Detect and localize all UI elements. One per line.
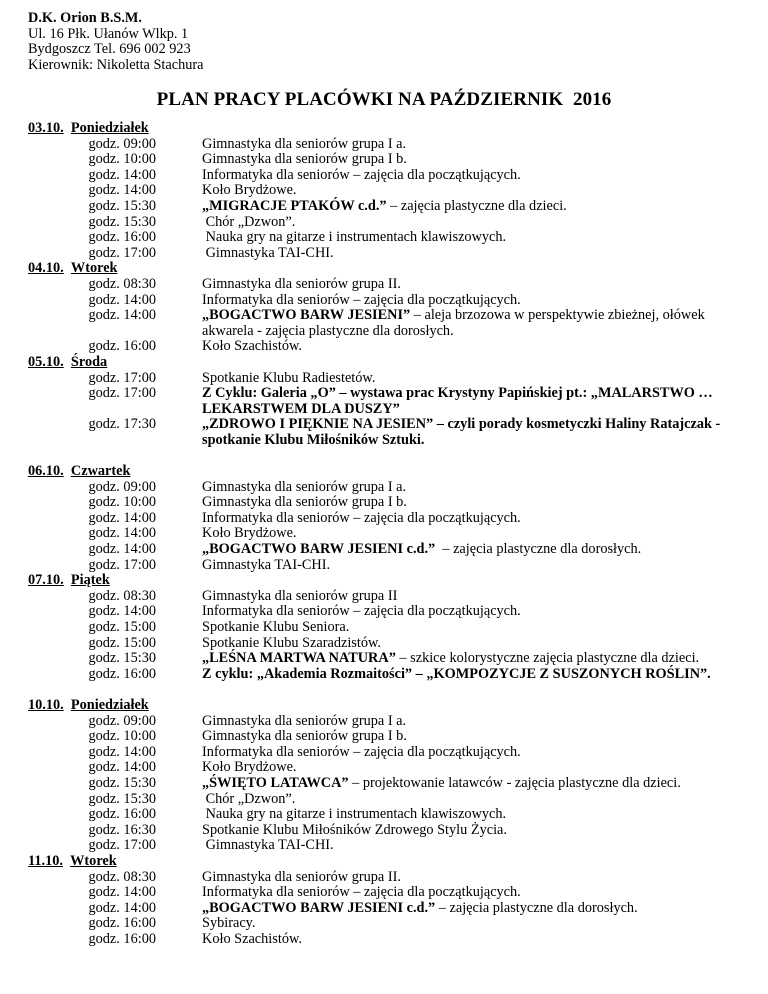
event-time: godz. 10:00	[88, 728, 156, 745]
event-time: godz. 14:00	[88, 603, 156, 620]
event-text: Gimnastyka dla seniorów grupa I a.	[202, 135, 407, 152]
event-time: godz. 16:00	[88, 338, 156, 355]
event-time: godz. 14:00	[88, 291, 156, 308]
event-text: Gimnastyka dla seniorów grupa I a.	[202, 478, 407, 495]
event-description	[202, 667, 742, 683]
event-text: Sybiracy.	[202, 915, 256, 932]
event-description	[202, 885, 742, 901]
event-time: godz. 08:30	[88, 275, 156, 292]
event-row	[28, 745, 748, 761]
event-time: godz. 14:00	[88, 307, 156, 324]
event-description	[202, 526, 742, 542]
event-time: godz. 16:00	[88, 806, 156, 823]
event-row	[28, 386, 748, 417]
event-time: godz. 14:00	[88, 743, 156, 760]
event-description	[202, 293, 742, 309]
event-row	[28, 870, 748, 886]
event-row	[28, 137, 748, 153]
event-time: godz. 15:30	[88, 774, 156, 791]
event-time: godz. 14:00	[88, 541, 156, 558]
event-title: Z Cyklu: Galeria „O” – wystawa prac Krystyny Papińskiej pt.: „MALARSTWO … LEKARSTWEM DLA DUSZY”	[202, 385, 717, 417]
event-text: Informatyka dla seniorów – zajęcia dla początkujących.	[202, 884, 521, 901]
event-title: „LEŚNA MARTWA NATURA”	[202, 650, 396, 667]
event-text: Informatyka dla seniorów – zajęcia dla początkujących.	[202, 166, 521, 183]
spacer	[28, 448, 748, 464]
event-time: godz. 09:00	[88, 478, 156, 495]
event-description	[202, 558, 742, 574]
event-time: godz. 15:00	[88, 619, 156, 635]
event-description	[202, 215, 742, 231]
event-time: godz. 10:00	[88, 494, 156, 511]
event-row	[28, 542, 748, 558]
event-description	[202, 417, 742, 448]
event-row	[28, 152, 748, 168]
event-row	[28, 230, 748, 246]
event-text: Gimnastyka dla seniorów grupa I b.	[202, 151, 407, 168]
event-row	[28, 417, 748, 448]
event-row	[28, 277, 748, 293]
event-time: godz. 17:00	[88, 837, 156, 854]
event-time: godz. 16:30	[88, 821, 156, 838]
event-text: – zajęcia plastyczne dla dorosłych.	[435, 899, 638, 916]
event-time: godz. 16:00	[88, 915, 156, 932]
day-date: 03.10.	[28, 120, 64, 136]
event-description	[202, 480, 742, 496]
event-text: Chór „Dzwon”.	[202, 213, 296, 230]
event-title: „MIGRACJE PTAKÓW c.d.”	[202, 197, 387, 214]
event-row	[28, 215, 748, 231]
spacer	[28, 682, 748, 698]
day-weekday: Poniedziałek	[70, 120, 149, 136]
event-text: – aleja brzozowa w perspektywie zbieżnej, ołówek akwarela - zajęcia plastyczne dla dorosłych.	[202, 307, 709, 339]
event-text: Nauka gry na gitarze i instrumentach klawiszowych.	[202, 806, 507, 823]
day-date: 06.10.	[28, 463, 64, 480]
event-description	[202, 183, 742, 199]
event-description	[202, 152, 742, 168]
day-date: 04.10.	[28, 260, 64, 277]
event-time: godz. 10:00	[88, 151, 156, 168]
event-row	[28, 526, 748, 542]
event-time: godz. 17:30	[88, 416, 156, 433]
event-text: – zajęcia plastyczne dla dorosłych.	[435, 541, 642, 558]
event-description	[202, 636, 742, 652]
event-description	[202, 168, 742, 184]
event-row	[28, 308, 748, 339]
event-time: godz. 17:00	[88, 556, 156, 573]
event-row	[28, 589, 748, 605]
event-time: godz. 17:00	[88, 244, 156, 261]
event-row	[28, 932, 748, 948]
day-header	[28, 854, 748, 870]
event-description	[202, 729, 742, 745]
event-time: godz. 15:30	[88, 213, 156, 230]
event-description	[202, 511, 742, 527]
event-description	[202, 745, 742, 761]
event-row	[28, 511, 748, 527]
event-time: godz. 14:00	[88, 759, 156, 776]
event-text: Koło Szachistów.	[202, 930, 302, 947]
day-date: 10.10.	[28, 696, 64, 713]
event-description	[202, 651, 742, 667]
event-time: godz. 14:00	[88, 899, 156, 916]
event-time: godz. 16:00	[88, 665, 156, 682]
day-date: 11.10.	[28, 852, 63, 869]
day-header	[28, 698, 748, 714]
event-text: Spotkanie Klubu Seniora.	[202, 619, 350, 635]
event-row	[28, 620, 748, 636]
day-weekday: Poniedziałek	[70, 696, 149, 713]
day-weekday: Piątek	[70, 572, 110, 589]
event-description	[202, 620, 742, 636]
event-row	[28, 901, 748, 917]
event-text: Koło Brydżowe.	[202, 182, 297, 199]
event-time: godz. 14:00	[88, 525, 156, 542]
event-description	[202, 792, 742, 808]
page-title: PLAN PRACY PLACÓWKI NA PAŹDZIERNIK 2016	[156, 89, 612, 110]
event-time: godz. 09:00	[88, 712, 156, 729]
event-row	[28, 371, 748, 387]
event-row	[28, 885, 748, 901]
event-time: godz. 17:00	[88, 385, 156, 402]
event-text: Gimnastyka TAI-CHI.	[202, 556, 331, 573]
event-text: Gimnastyka dla seniorów grupa I a.	[202, 712, 407, 729]
event-row	[28, 807, 748, 823]
event-description	[202, 230, 742, 246]
header	[28, 11, 204, 73]
day-weekday: Środa	[70, 353, 108, 370]
event-time: godz. 14:00	[88, 166, 156, 183]
day-weekday: Wtorek	[70, 260, 118, 277]
event-row	[28, 293, 748, 309]
event-time: godz. 14:00	[88, 182, 156, 199]
event-description	[202, 542, 742, 558]
event-description	[202, 714, 742, 730]
event-row	[28, 714, 748, 730]
event-title: „BOGACTWO BARW JESIENI c.d.”	[202, 899, 436, 916]
event-time: godz. 15:30	[88, 197, 156, 214]
event-row	[28, 246, 748, 262]
event-description	[202, 838, 742, 854]
event-row	[28, 199, 748, 215]
schedule	[28, 121, 748, 947]
event-description	[202, 916, 742, 932]
event-text: – projektowanie latawców - zajęcia plastyczne dla dzieci.	[348, 774, 681, 791]
event-time: godz. 17:00	[88, 369, 156, 386]
event-text: Spotkanie Klubu Miłośników Zdrowego Stylu Życia.	[202, 821, 507, 838]
event-text: Nauka gry na gitarze i instrumentach klawiszowych.	[202, 229, 507, 246]
event-description	[202, 277, 742, 293]
manager: Kierownik: Nikoletta Stachura	[28, 56, 204, 73]
event-text: Koło Brydżowe.	[202, 525, 297, 542]
event-description	[202, 246, 742, 262]
event-text: – szkice kolorystyczne zajęcia plastyczne dla dzieci.	[395, 650, 700, 667]
event-time: godz. 09:00	[88, 135, 156, 152]
event-text: – zajęcia plastyczne dla dzieci.	[386, 197, 567, 214]
event-text: Gimnastyka dla seniorów grupa II.	[202, 868, 401, 885]
day-header	[28, 121, 748, 137]
event-row	[28, 168, 748, 184]
event-row	[28, 916, 748, 932]
event-row	[28, 558, 748, 574]
event-row	[28, 636, 748, 652]
event-row	[28, 495, 748, 511]
event-time: godz. 14:00	[88, 509, 156, 526]
event-text: Gimnastyka dla seniorów grupa I b.	[202, 494, 407, 511]
day-header	[28, 464, 748, 480]
event-row	[28, 667, 748, 683]
event-row	[28, 776, 748, 792]
event-description	[202, 823, 742, 839]
day-date: 07.10.	[28, 572, 64, 589]
event-text: Koło Brydżowe.	[202, 759, 297, 776]
event-row	[28, 339, 748, 355]
event-row	[28, 838, 748, 854]
day-weekday: Wtorek	[70, 852, 117, 869]
event-row	[28, 729, 748, 745]
event-time: godz. 14:00	[88, 884, 156, 901]
event-text: Gimnastyka dla seniorów grupa II.	[202, 275, 401, 292]
event-description	[202, 776, 742, 792]
event-time: godz. 16:00	[88, 930, 156, 947]
event-text: Spotkanie Klubu Radiestetów.	[202, 369, 376, 386]
event-description	[202, 308, 742, 339]
event-time: godz. 08:30	[88, 868, 156, 885]
org-name: D.K. Orion B.S.M.	[28, 10, 142, 26]
event-row	[28, 792, 748, 808]
event-description	[202, 807, 742, 823]
event-description	[202, 604, 742, 620]
event-time: godz. 15:30	[88, 790, 156, 807]
event-row	[28, 480, 748, 496]
day-header	[28, 355, 748, 371]
event-text: Gimnastyka dla seniorów grupa I b.	[202, 728, 407, 745]
event-description	[202, 932, 742, 948]
event-text: Informatyka dla seniorów – zajęcia dla początkujących.	[202, 509, 521, 526]
event-description	[202, 901, 742, 917]
event-text: Gimnastyka TAI-CHI.	[202, 837, 334, 854]
event-time: godz. 08:30	[88, 587, 156, 604]
event-title: „BOGACTWO BARW JESIENI”	[202, 307, 411, 324]
event-title: „ŚWIĘTO LATAWCA”	[202, 774, 349, 791]
day-header	[28, 573, 748, 589]
event-title: „ZDROWO I PIĘKNIE NA JESIEN” – czyli porady kosmetyczki Haliny Ratajczak -spotkanie Klubu Miłośników Sztuki.	[202, 416, 721, 448]
event-description	[202, 589, 742, 605]
event-row	[28, 651, 748, 667]
event-time: godz. 15:00	[88, 634, 156, 651]
event-text: Informatyka dla seniorów – zajęcia dla początkujących.	[202, 291, 521, 308]
event-row	[28, 183, 748, 199]
event-description	[202, 137, 742, 153]
event-text: Informatyka dla seniorów – zajęcia dla początkujących.	[202, 603, 521, 620]
event-text: Spotkanie Klubu Szaradzistów.	[202, 634, 381, 651]
event-description	[202, 870, 742, 886]
event-description	[202, 339, 742, 355]
event-description	[202, 371, 742, 387]
event-text: Informatyka dla seniorów – zajęcia dla początkujących.	[202, 743, 521, 760]
event-title: „BOGACTWO BARW JESIENI c.d.”	[202, 541, 436, 558]
event-time: godz. 16:00	[88, 229, 156, 246]
day-header	[28, 261, 748, 277]
event-row	[28, 760, 748, 776]
address: Ul. 16 Płk. Ułanów Wlkp. 1	[28, 25, 189, 42]
event-time: godz. 15:30	[88, 650, 156, 667]
event-row	[28, 604, 748, 620]
event-description	[202, 199, 742, 215]
event-title: Z cyklu: „Akademia Rozmaitości” – „KOMPOZYCJE Z SUSZONYCH ROŚLIN”.	[202, 665, 711, 682]
event-text: Gimnastyka dla seniorów grupa II	[202, 587, 398, 604]
city-phone: Bydgoszcz Tel. 696 002 923	[28, 41, 191, 58]
event-text: Chór „Dzwon”.	[202, 790, 296, 807]
event-text: Koło Szachistów.	[202, 338, 302, 355]
day-weekday: Czwartek	[70, 463, 131, 480]
event-description	[202, 760, 742, 776]
event-row	[28, 823, 748, 839]
event-text: Gimnastyka TAI-CHI.	[202, 244, 334, 261]
day-date: 05.10.	[28, 353, 64, 370]
event-description	[202, 495, 742, 511]
event-description	[202, 386, 742, 417]
